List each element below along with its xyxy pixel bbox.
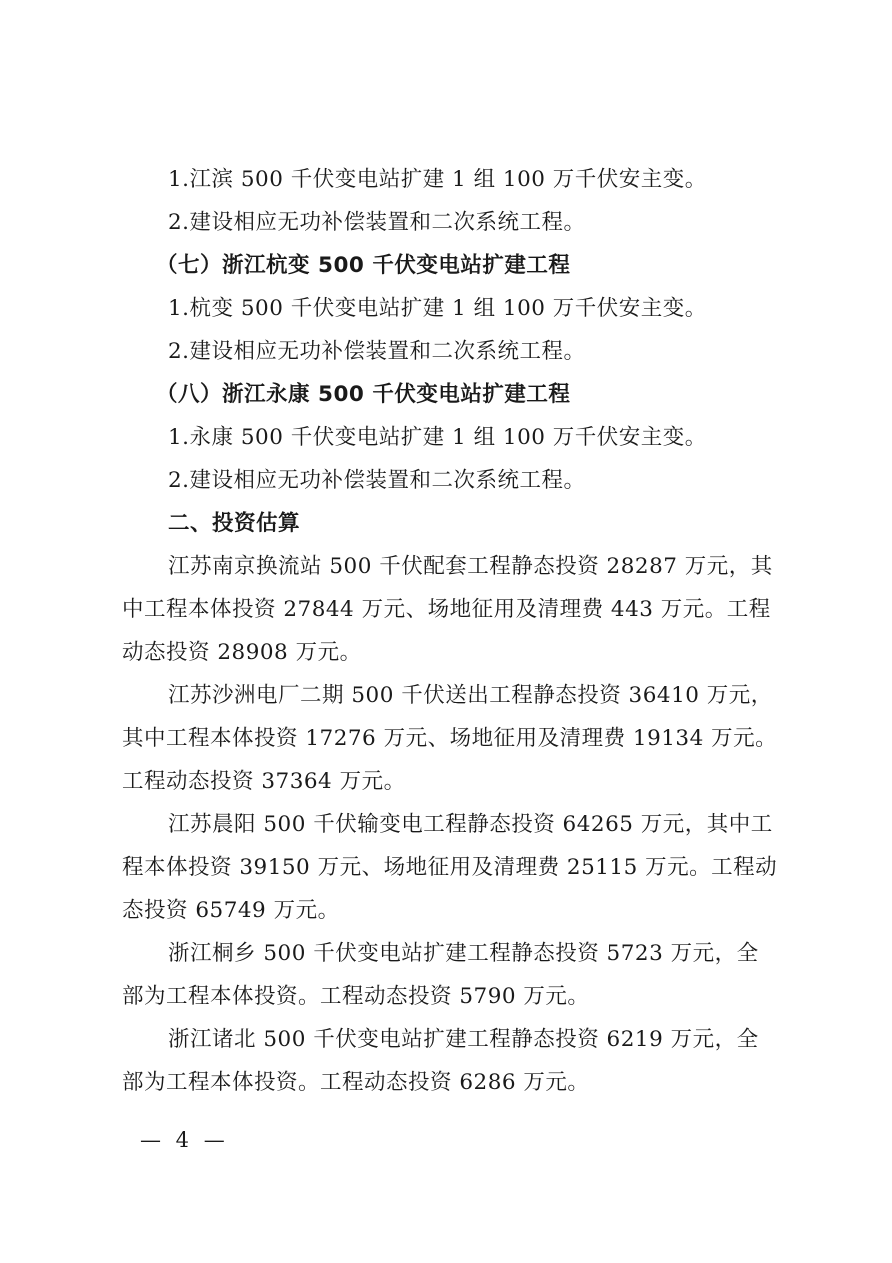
paragraph-line: 部为工程本体投资。工程动态投资 5790 万元。 (122, 984, 590, 1009)
investment-paragraph-nanjing (122, 545, 782, 674)
page-number: — 4 — (140, 1128, 229, 1152)
document-body (122, 158, 782, 1104)
investment-paragraph-chenyang (122, 803, 782, 932)
investment-paragraph-zhubei (122, 1018, 782, 1104)
investment-paragraph-tongxiang (122, 932, 782, 1018)
paragraph-line: 工程动态投资 37364 万元。 (122, 769, 406, 794)
hangbian-heading: （七）浙江杭变 500 千伏变电站扩建工程 (156, 253, 571, 278)
yongkang-item-1: 1.永康 500 千伏变电站扩建 1 组 100 万千伏安主变。 (168, 425, 707, 450)
paragraph-line: 中工程本体投资 27844 万元、场地征用及清理费 443 万元。工程 (122, 597, 771, 622)
paragraph-line: 浙江桐乡 500 千伏变电站扩建工程静态投资 5723 万元，全 (168, 941, 759, 966)
paragraph-line: 动态投资 28908 万元。 (122, 640, 362, 665)
hangbian-item-1: 1.杭变 500 千伏变电站扩建 1 组 100 万千伏安主变。 (168, 296, 707, 321)
hangbian-item-2: 2.建设相应无功补偿装置和二次系统工程。 (168, 339, 586, 364)
yongkang-item-2: 2.建设相应无功补偿装置和二次系统工程。 (168, 468, 586, 493)
yongkang-heading: （八）浙江永康 500 千伏变电站扩建工程 (156, 382, 571, 407)
paragraph-line: 部为工程本体投资。工程动态投资 6286 万元。 (122, 1070, 590, 1095)
paragraph-line: 态投资 65749 万元。 (122, 898, 340, 923)
paragraph-line: 其中工程本体投资 17276 万元、场地征用及清理费 19134 万元。 (122, 726, 778, 751)
jiangbin-item-2: 2.建设相应无功补偿装置和二次系统工程。 (168, 210, 586, 235)
paragraph-line: 江苏晨阳 500 千伏输变电工程静态投资 64265 万元，其中工 (168, 812, 773, 837)
jiangbin-item-1: 1.江滨 500 千伏变电站扩建 1 组 100 万千伏安主变。 (168, 167, 707, 192)
paragraph-line: 江苏南京换流站 500 千伏配套工程静态投资 28287 万元，其 (168, 554, 773, 579)
paragraph-line: 程本体投资 39150 万元、场地征用及清理费 25115 万元。工程动 (122, 855, 778, 880)
investment-paragraph-shazhou (122, 674, 782, 803)
paragraph-line: 江苏沙洲电厂二期 500 千伏送出工程静态投资 36410 万元， (168, 683, 773, 708)
paragraph-line: 浙江诸北 500 千伏变电站扩建工程静态投资 6219 万元，全 (168, 1027, 759, 1052)
investment-heading: 二、投资估算 (168, 511, 301, 536)
